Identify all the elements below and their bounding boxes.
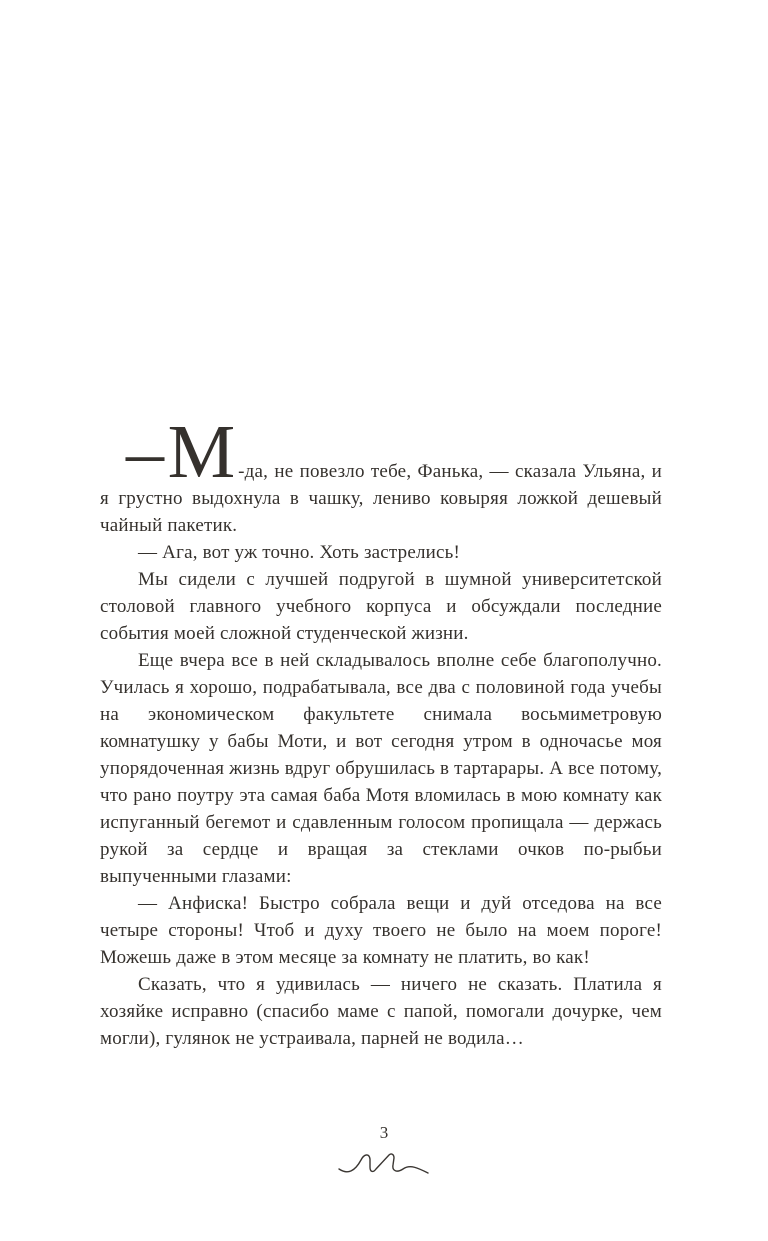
page-footer [0,1122,768,1178]
paragraph: Мы сидели с лучшей подругой в шумной университетской столовой главного учебного корпуса и обсуждали последние события моей сложной студенческой жизни. [100,569,662,644]
paragraph: Сказать, что я удивилась — ничего не сказать. Платила я хозяйке исправно (спасибо маме с папой, помогали дочурке, чем могли), гулянок не устраивала, парней не водила… [100,974,662,1049]
paragraph: Еще вчера все в ней складывалось вполне себе благополучно. Училась я хорошо, подрабатывала, все два с половиной года учебы на экономическом факультете снимала восьмиметровую комнатушку у бабы Моти, и вот сегодня утром в одночасье моя упорядоченная жизнь вдруг обрушилась в тартарары. А все потому, что рано поутру эта самая баба Мотя вломилась в мою комнату как испуганный бегемот и сдавленным голосом пропищала — держась рукой за сердце и вращая за стеклами очков по-рыбьи выпученными глазами: [100,650,663,887]
paragraph: — Ага, вот уж точно. Хоть застрелись! [138,542,461,563]
paragraph-text: -да, не повезло тебе, Фанька, — сказала Ульяна, и я грустно выдохнула в чашку, лениво ковыряя ложкой дешевый чайный пакетик. [100,461,663,536]
paragraph: — Анфиска! Быстро собрала вещи и дуй отседова на все четыре стороны! Чтоб и духу твоего не было на моем пороге! Можешь даже в этом месяце за комнату не платить, во как! [100,893,662,968]
page-text-block [100,410,663,1052]
paragraph [100,410,663,539]
footer-flourish-icon [336,1148,432,1178]
page-number: 3 [379,1123,389,1142]
drop-cap-initial: – М [126,410,236,494]
